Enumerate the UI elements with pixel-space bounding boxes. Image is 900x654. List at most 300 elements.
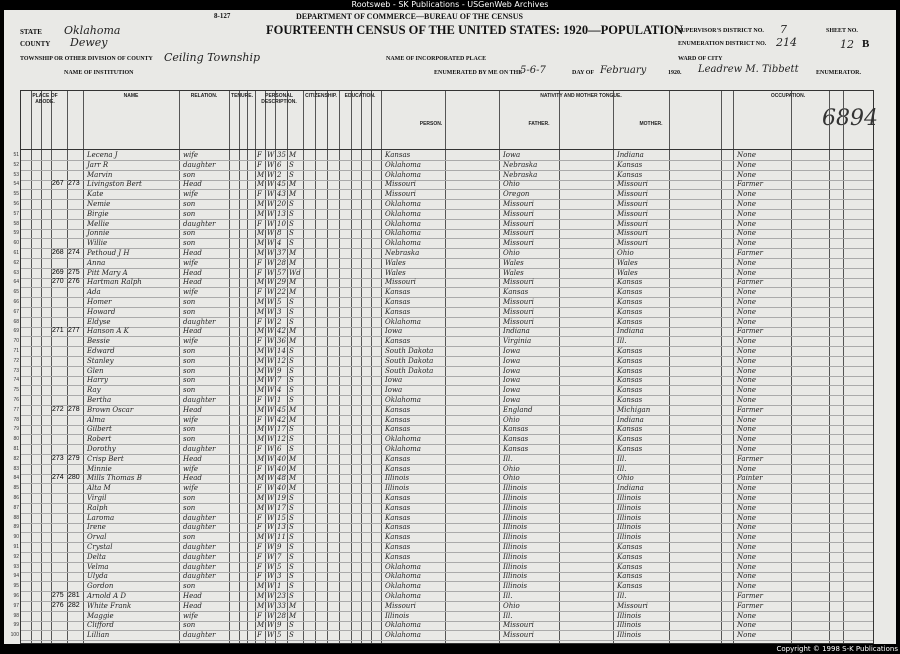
age: 45 xyxy=(277,180,286,189)
relation: wife xyxy=(183,190,198,199)
relation: Head xyxy=(183,249,202,257)
father-birthplace: England xyxy=(503,405,533,414)
marital-status: S xyxy=(289,552,294,561)
line-number: 68 xyxy=(13,318,19,325)
line-number: 58 xyxy=(13,220,19,227)
marital-status: S xyxy=(289,503,294,512)
father-birthplace: Missouri xyxy=(503,621,534,630)
mother-birthplace: Missouri xyxy=(617,219,648,228)
birthplace: Kansas xyxy=(385,464,411,473)
race: W xyxy=(267,219,275,228)
race: W xyxy=(267,592,275,600)
occupation: None xyxy=(737,170,756,179)
person-name: Anna xyxy=(87,258,106,267)
table-row xyxy=(13,601,873,611)
sex: F xyxy=(257,562,262,571)
race: W xyxy=(267,288,275,297)
father-birthplace: Ohio xyxy=(503,474,520,483)
col-head-citizenship: CITIZENSHIP. xyxy=(305,93,337,99)
occupation: None xyxy=(737,307,756,316)
mother-birthplace: Kansas xyxy=(617,356,643,365)
line-number: 76 xyxy=(13,397,19,403)
father-birthplace: Missouri xyxy=(503,229,534,238)
mother-birthplace: Indiana xyxy=(617,327,644,336)
father-birthplace: Illinois xyxy=(503,552,528,561)
sex: M xyxy=(257,347,265,355)
person-name: Homer xyxy=(87,298,112,306)
county-value: Dewey xyxy=(70,36,108,49)
father-birthplace: Nebraska xyxy=(503,170,538,179)
birthplace: Missouri xyxy=(385,278,416,287)
occupation: Farmer xyxy=(737,327,764,336)
relation: son xyxy=(183,435,196,444)
age: 42 xyxy=(277,327,286,336)
table-row xyxy=(13,484,873,493)
marital-status: Wd xyxy=(289,268,301,277)
birthplace: Kansas xyxy=(385,523,411,532)
birthplace: Oklahoma xyxy=(385,562,421,571)
age: 1 xyxy=(277,396,282,404)
col-head-occupation: OCCUPATION. xyxy=(770,93,806,99)
sex: M xyxy=(257,386,265,395)
mother-birthplace: Missouri xyxy=(617,209,648,218)
person-name: Ralph xyxy=(87,503,108,512)
person-name: Jarr R xyxy=(87,160,109,169)
mother-birthplace: Wales xyxy=(617,268,638,277)
table-row xyxy=(13,219,873,229)
sex: F xyxy=(257,464,262,473)
table-row xyxy=(13,386,873,395)
enumerated-label: ENUMERATED BY ME ON THE xyxy=(434,70,523,76)
occupation: None xyxy=(737,386,756,395)
relation: wife xyxy=(183,151,198,159)
marital-status: S xyxy=(289,445,294,453)
mother-birthplace: Illinois xyxy=(617,523,642,532)
sex: M xyxy=(257,376,265,385)
dwelling-number: 267 xyxy=(52,180,64,188)
person-name: Ulyda xyxy=(87,572,108,581)
birthplace: Oklahoma xyxy=(385,445,421,453)
age: 2 xyxy=(277,170,282,179)
birthplace: Oklahoma xyxy=(385,219,421,228)
table-row xyxy=(13,200,873,209)
race: W xyxy=(267,494,275,502)
person-name: Harry xyxy=(87,376,108,385)
sheet-side: B xyxy=(862,38,870,50)
line-number: 78 xyxy=(13,416,19,423)
sex: F xyxy=(257,190,262,199)
person-name: Bessie xyxy=(87,337,110,346)
birthplace: Oklahoma xyxy=(385,209,421,218)
father-birthplace: Ohio xyxy=(503,180,520,189)
family-number: 280 xyxy=(68,474,80,482)
relation: son xyxy=(183,307,196,316)
line-number: 59 xyxy=(13,230,19,237)
sex: M xyxy=(257,454,265,463)
birthplace: Nebraska xyxy=(385,249,420,257)
race: W xyxy=(267,200,275,208)
occupation: None xyxy=(737,209,756,218)
birthplace: Oklahoma xyxy=(385,572,421,581)
father-birthplace: Illinois xyxy=(503,484,528,493)
marital-status: M xyxy=(289,474,297,483)
age: 45 xyxy=(277,405,286,414)
race: W xyxy=(267,601,275,610)
race: W xyxy=(267,386,275,395)
occupation: None xyxy=(737,190,756,199)
marital-status: S xyxy=(289,200,294,208)
relation: daughter xyxy=(183,445,216,453)
person-name: Laroma xyxy=(87,513,115,522)
birthplace: Kansas xyxy=(385,533,411,542)
table-row xyxy=(10,631,873,640)
table-row xyxy=(13,621,873,630)
relation: son xyxy=(183,200,196,208)
age: 40 xyxy=(277,464,286,473)
age: 40 xyxy=(277,484,286,493)
marital-status: S xyxy=(289,160,294,169)
person-name: Birgie xyxy=(87,209,109,218)
birthplace: Kansas xyxy=(385,151,411,159)
mother-birthplace: Kansas xyxy=(617,562,643,571)
sex: F xyxy=(257,317,262,326)
supervisor-label: SUPERVISOR'S DISTRICT NO. xyxy=(678,28,764,34)
sex: F xyxy=(257,258,262,267)
form-number: 8-127 xyxy=(214,12,231,20)
table-row xyxy=(13,582,873,591)
relation: Head xyxy=(183,327,202,336)
marital-status: M xyxy=(289,464,297,473)
father-birthplace: Kansas xyxy=(503,435,529,444)
table-row xyxy=(13,464,873,474)
marital-status: M xyxy=(289,405,297,414)
mother-birthplace: Kansas xyxy=(617,386,643,395)
race: W xyxy=(267,327,275,336)
age: 33 xyxy=(277,601,286,610)
age: 15 xyxy=(277,513,286,522)
dwelling-number: 269 xyxy=(52,268,64,276)
line-number: 92 xyxy=(13,553,19,560)
day-of-label: DAY OF xyxy=(572,70,595,76)
marital-status: S xyxy=(289,425,294,434)
father-birthplace: Ill. xyxy=(503,611,513,620)
birthplace: Oklahoma xyxy=(385,592,421,600)
occupation: None xyxy=(737,396,756,404)
table-row xyxy=(13,298,873,307)
relation: Head xyxy=(183,405,202,414)
marital-status: S xyxy=(289,317,294,326)
line-number: 51 xyxy=(13,152,19,158)
sex: F xyxy=(257,484,262,493)
dwelling-number: 274 xyxy=(52,474,64,482)
birthplace: Kansas xyxy=(385,307,411,316)
marital-status: S xyxy=(289,239,294,248)
father-birthplace: Missouri xyxy=(503,631,534,640)
person-name: Mellie xyxy=(87,219,110,228)
line-number: 79 xyxy=(13,426,19,433)
relation: Head xyxy=(183,592,202,600)
person-name: Edward xyxy=(87,347,115,355)
birthplace: Oklahoma xyxy=(385,160,421,169)
sex: M xyxy=(257,229,265,238)
sex: F xyxy=(257,523,262,532)
mother-birthplace: Illinois xyxy=(617,503,642,512)
relation: son xyxy=(183,582,196,591)
marital-status: M xyxy=(289,180,297,189)
relation: son xyxy=(183,229,196,238)
age: 9 xyxy=(277,543,282,551)
sex: F xyxy=(257,219,262,228)
table-row xyxy=(13,376,873,385)
sex: M xyxy=(257,425,265,434)
race: W xyxy=(267,151,275,159)
line-number: 52 xyxy=(13,161,19,168)
occupation: None xyxy=(737,268,756,277)
occupation: None xyxy=(737,258,756,267)
age: 12 xyxy=(277,435,286,444)
age: 2 xyxy=(277,317,282,326)
table-row xyxy=(13,327,873,336)
sex: M xyxy=(257,592,265,600)
mother-birthplace: Kansas xyxy=(617,582,643,591)
marital-status: S xyxy=(289,229,294,238)
person-name: Hartman Ralph xyxy=(87,278,142,287)
occupation: None xyxy=(737,415,756,424)
township-value: Ceiling Township xyxy=(164,51,260,64)
line-number: 93 xyxy=(13,563,19,570)
census-table xyxy=(10,90,874,644)
line-number: 67 xyxy=(13,308,19,315)
age: 5 xyxy=(277,298,282,306)
race: W xyxy=(267,631,275,640)
occupation: None xyxy=(737,219,756,228)
father-birthplace: Illinois xyxy=(503,572,528,581)
father-birthplace: Kansas xyxy=(503,445,529,453)
race: W xyxy=(267,503,275,512)
relation: son xyxy=(183,494,196,502)
person-name: Irene xyxy=(87,523,106,532)
family-number: 273 xyxy=(68,180,80,188)
enumeration-label: ENUMERATION DISTRICT NO. xyxy=(678,41,767,47)
occupation: Farmer xyxy=(737,278,764,287)
marital-status: S xyxy=(289,366,294,375)
person-name: Stanley xyxy=(87,356,114,365)
family-number: 278 xyxy=(68,405,80,413)
marital-status: M xyxy=(289,258,297,267)
enumeration-number: 214 xyxy=(776,36,797,49)
dwelling-number: 268 xyxy=(52,249,64,256)
mother-birthplace: Kansas xyxy=(617,307,643,316)
marital-status: S xyxy=(289,219,294,228)
relation: son xyxy=(183,239,196,248)
race: W xyxy=(267,356,275,365)
marital-status: M xyxy=(289,151,297,159)
occupation: Farmer xyxy=(737,405,764,414)
occupation: None xyxy=(737,151,756,159)
birthplace: Iowa xyxy=(385,376,403,385)
table-row xyxy=(13,533,873,542)
marital-status: S xyxy=(289,621,294,630)
relation: daughter xyxy=(183,513,216,522)
state-label: STATE xyxy=(20,28,42,36)
father-birthplace: Wales xyxy=(503,268,524,277)
family-number: 282 xyxy=(68,601,80,609)
father-birthplace: Illinois xyxy=(503,543,528,551)
col-head-education: EDUCATION. xyxy=(344,93,376,99)
sex: M xyxy=(257,298,265,306)
marital-status: S xyxy=(289,533,294,542)
sex: F xyxy=(257,396,262,404)
marital-status: M xyxy=(289,484,297,493)
table-row xyxy=(13,160,873,170)
person-name: Robert xyxy=(87,435,112,444)
occupation: None xyxy=(737,611,756,620)
person-name: Alta M xyxy=(87,484,111,493)
father-birthplace: Illinois xyxy=(503,582,528,591)
enumerator-label: ENUMERATOR. xyxy=(816,70,861,76)
age: 17 xyxy=(277,425,286,434)
race: W xyxy=(267,278,275,287)
table-row xyxy=(13,405,873,415)
birthplace: Iowa xyxy=(385,327,403,336)
line-number: 75 xyxy=(13,387,19,394)
line-number: 72 xyxy=(13,357,19,364)
age: 3 xyxy=(277,307,282,316)
line-number: 99 xyxy=(13,622,19,629)
person-name: Glen xyxy=(87,366,104,375)
line-number: 91 xyxy=(13,544,19,550)
father-birthplace: Missouri xyxy=(503,239,534,248)
relation: son xyxy=(183,533,196,542)
table-row xyxy=(13,435,873,444)
relation: daughter xyxy=(183,543,216,551)
line-number: 77 xyxy=(13,406,19,413)
age: 17 xyxy=(277,503,286,512)
occupation: None xyxy=(737,484,756,493)
race: W xyxy=(267,396,275,404)
father-birthplace: Illinois xyxy=(503,513,528,522)
person-name: Crystal xyxy=(87,543,113,551)
mother-birthplace: Kansas xyxy=(617,445,643,453)
person-name: Arnold A D xyxy=(87,592,126,600)
race: W xyxy=(267,268,275,277)
race: W xyxy=(267,209,275,218)
race: W xyxy=(267,307,275,316)
col-head-father: FATHER. xyxy=(528,121,550,127)
sex: M xyxy=(257,601,265,610)
person-name: Virgil xyxy=(87,494,107,502)
birthplace: Kansas xyxy=(385,454,411,463)
marital-status: M xyxy=(289,415,297,424)
marital-status: M xyxy=(289,601,297,610)
occupation: None xyxy=(737,582,756,591)
mother-birthplace: Ill. xyxy=(617,454,627,463)
birthplace: Missouri xyxy=(385,601,416,610)
father-birthplace: Missouri xyxy=(503,298,534,306)
occupation: None xyxy=(737,543,756,551)
sex: M xyxy=(257,435,265,444)
sex: M xyxy=(257,533,265,542)
person-name: Velma xyxy=(87,562,109,571)
line-number: 83 xyxy=(13,465,19,472)
table-row xyxy=(13,356,873,366)
age: 13 xyxy=(277,209,286,218)
father-birthplace: Ohio xyxy=(503,249,520,257)
mother-birthplace: Indiana xyxy=(617,484,644,493)
person-name: Mills Thomas B xyxy=(87,474,142,483)
person-name: Kate xyxy=(87,190,104,199)
person-name: Ray xyxy=(87,386,101,395)
line-number: 80 xyxy=(13,436,19,443)
relation: son xyxy=(183,386,196,395)
dwelling-number: 270 xyxy=(52,278,64,286)
race: W xyxy=(267,249,275,257)
relation: son xyxy=(183,209,196,218)
relation: wife xyxy=(183,288,198,297)
father-birthplace: Missouri xyxy=(503,278,534,287)
birthplace: Oklahoma xyxy=(385,631,421,640)
marital-status: S xyxy=(289,356,294,365)
race: W xyxy=(267,229,275,238)
col-head-nativity: NATIVITY AND MOTHER TONGUE. xyxy=(540,93,622,99)
mother-birthplace: Kansas xyxy=(617,425,643,434)
table-row xyxy=(13,474,873,483)
line-number: 96 xyxy=(13,593,19,599)
occupation: None xyxy=(737,337,756,346)
race: W xyxy=(267,523,275,532)
table-row xyxy=(13,445,873,454)
occupation: None xyxy=(737,288,756,297)
relation: daughter xyxy=(183,317,216,326)
mother-birthplace: Ill. xyxy=(617,592,627,600)
race: W xyxy=(267,298,275,306)
occupation: None xyxy=(737,366,756,375)
person-name: Gordon xyxy=(87,582,114,591)
mother-birthplace: Ill. xyxy=(617,464,627,473)
mother-birthplace: Illinois xyxy=(617,513,642,522)
occupation: None xyxy=(737,621,756,630)
birthplace: Wales xyxy=(385,268,406,277)
birthplace: Kansas xyxy=(385,513,411,522)
birthplace: South Dakota xyxy=(385,347,434,355)
father-birthplace: Iowa xyxy=(503,366,521,375)
father-birthplace: Ohio xyxy=(503,415,520,424)
line-number: 82 xyxy=(13,455,19,462)
table-row xyxy=(13,170,873,180)
mother-birthplace: Illinois xyxy=(617,621,642,630)
father-birthplace: Illinois xyxy=(503,533,528,542)
relation: wife xyxy=(183,337,198,346)
table-row xyxy=(13,258,873,268)
person-name: Alma xyxy=(87,415,106,424)
father-birthplace: Ohio xyxy=(503,464,520,473)
father-birthplace: Iowa xyxy=(503,396,521,404)
mother-birthplace: Kansas xyxy=(617,572,643,581)
birthplace: Oklahoma xyxy=(385,229,421,238)
birthplace: Missouri xyxy=(385,180,416,189)
person-name: Minnie xyxy=(87,464,112,473)
sex: F xyxy=(257,268,262,277)
dwelling-number: 271 xyxy=(52,327,64,335)
father-birthplace: Missouri xyxy=(503,317,534,326)
mother-birthplace: Wales xyxy=(617,258,638,267)
enumerator-name: Leadrew M. Tibbett xyxy=(698,64,799,75)
person-name: Jonnie xyxy=(87,229,110,238)
line-number: 71 xyxy=(13,348,19,354)
mother-birthplace: Illinois xyxy=(617,611,642,620)
father-birthplace: Virginia xyxy=(503,337,532,346)
county-label: COUNTY xyxy=(20,40,51,48)
